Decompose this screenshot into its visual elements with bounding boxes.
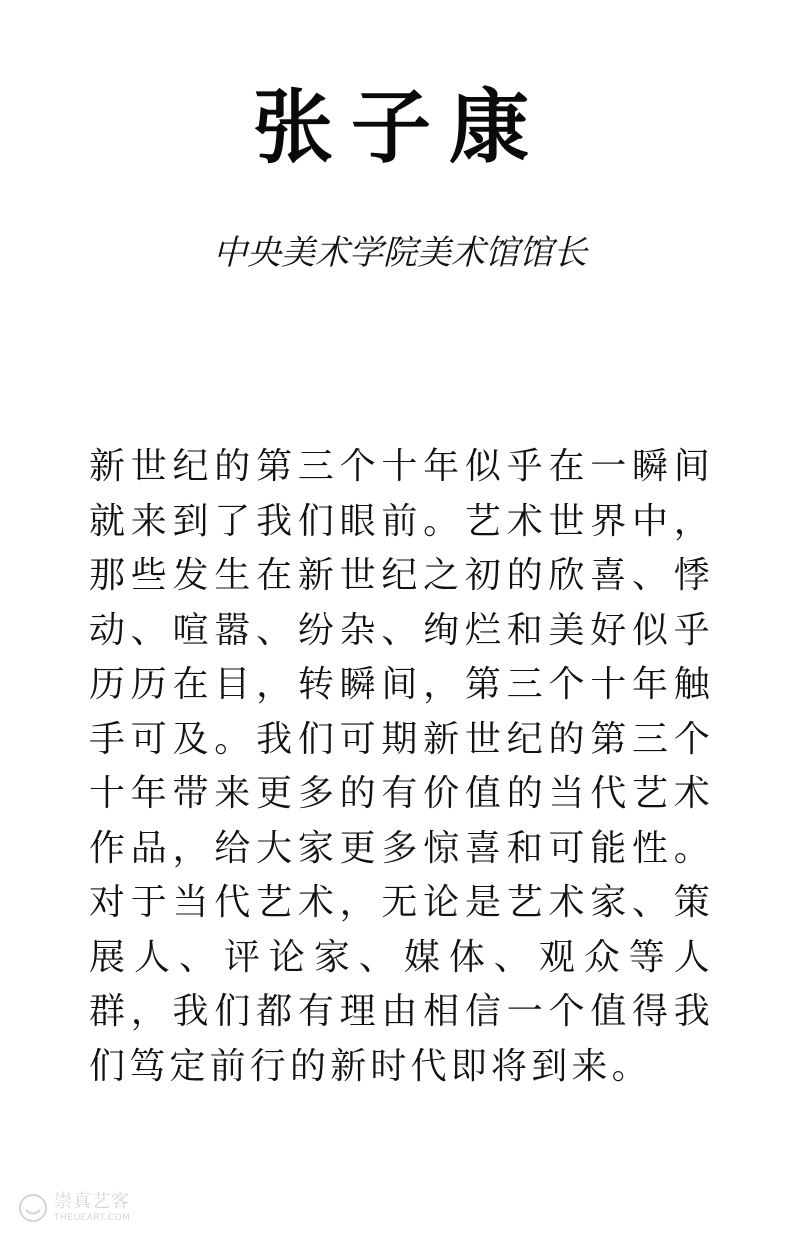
smile-logo-icon [18,1193,48,1223]
body-paragraph: 新世纪的第三个十年似乎在一瞬间就来到了我们眼前。艺术世界中，那些发生在新世纪之初的欣喜、悸动、喧嚣、纷杂、绚烂和美好似乎历历在目，转瞬间，第三个十年触手可及。我们可期新世纪的第三个十年带来更多的有价值的当代艺术作品，给大家更多惊喜和可能性。对于当代艺术，无论是艺术家、策展人、评论家、媒体、观众等人群，我们都有理由相信一个值得我们笃定前行的新时代即将到来。 [89,446,714,1087]
page-title: 张子康 [253,81,547,174]
watermark-name-cn: 崇真艺客 [54,1191,130,1212]
watermark-name-en: THEUEART.COM [54,1213,131,1223]
subtitle-position: 中央美术学院美术馆馆长 [213,233,587,273]
watermark [18,1188,130,1228]
watermark-text [54,1193,130,1223]
